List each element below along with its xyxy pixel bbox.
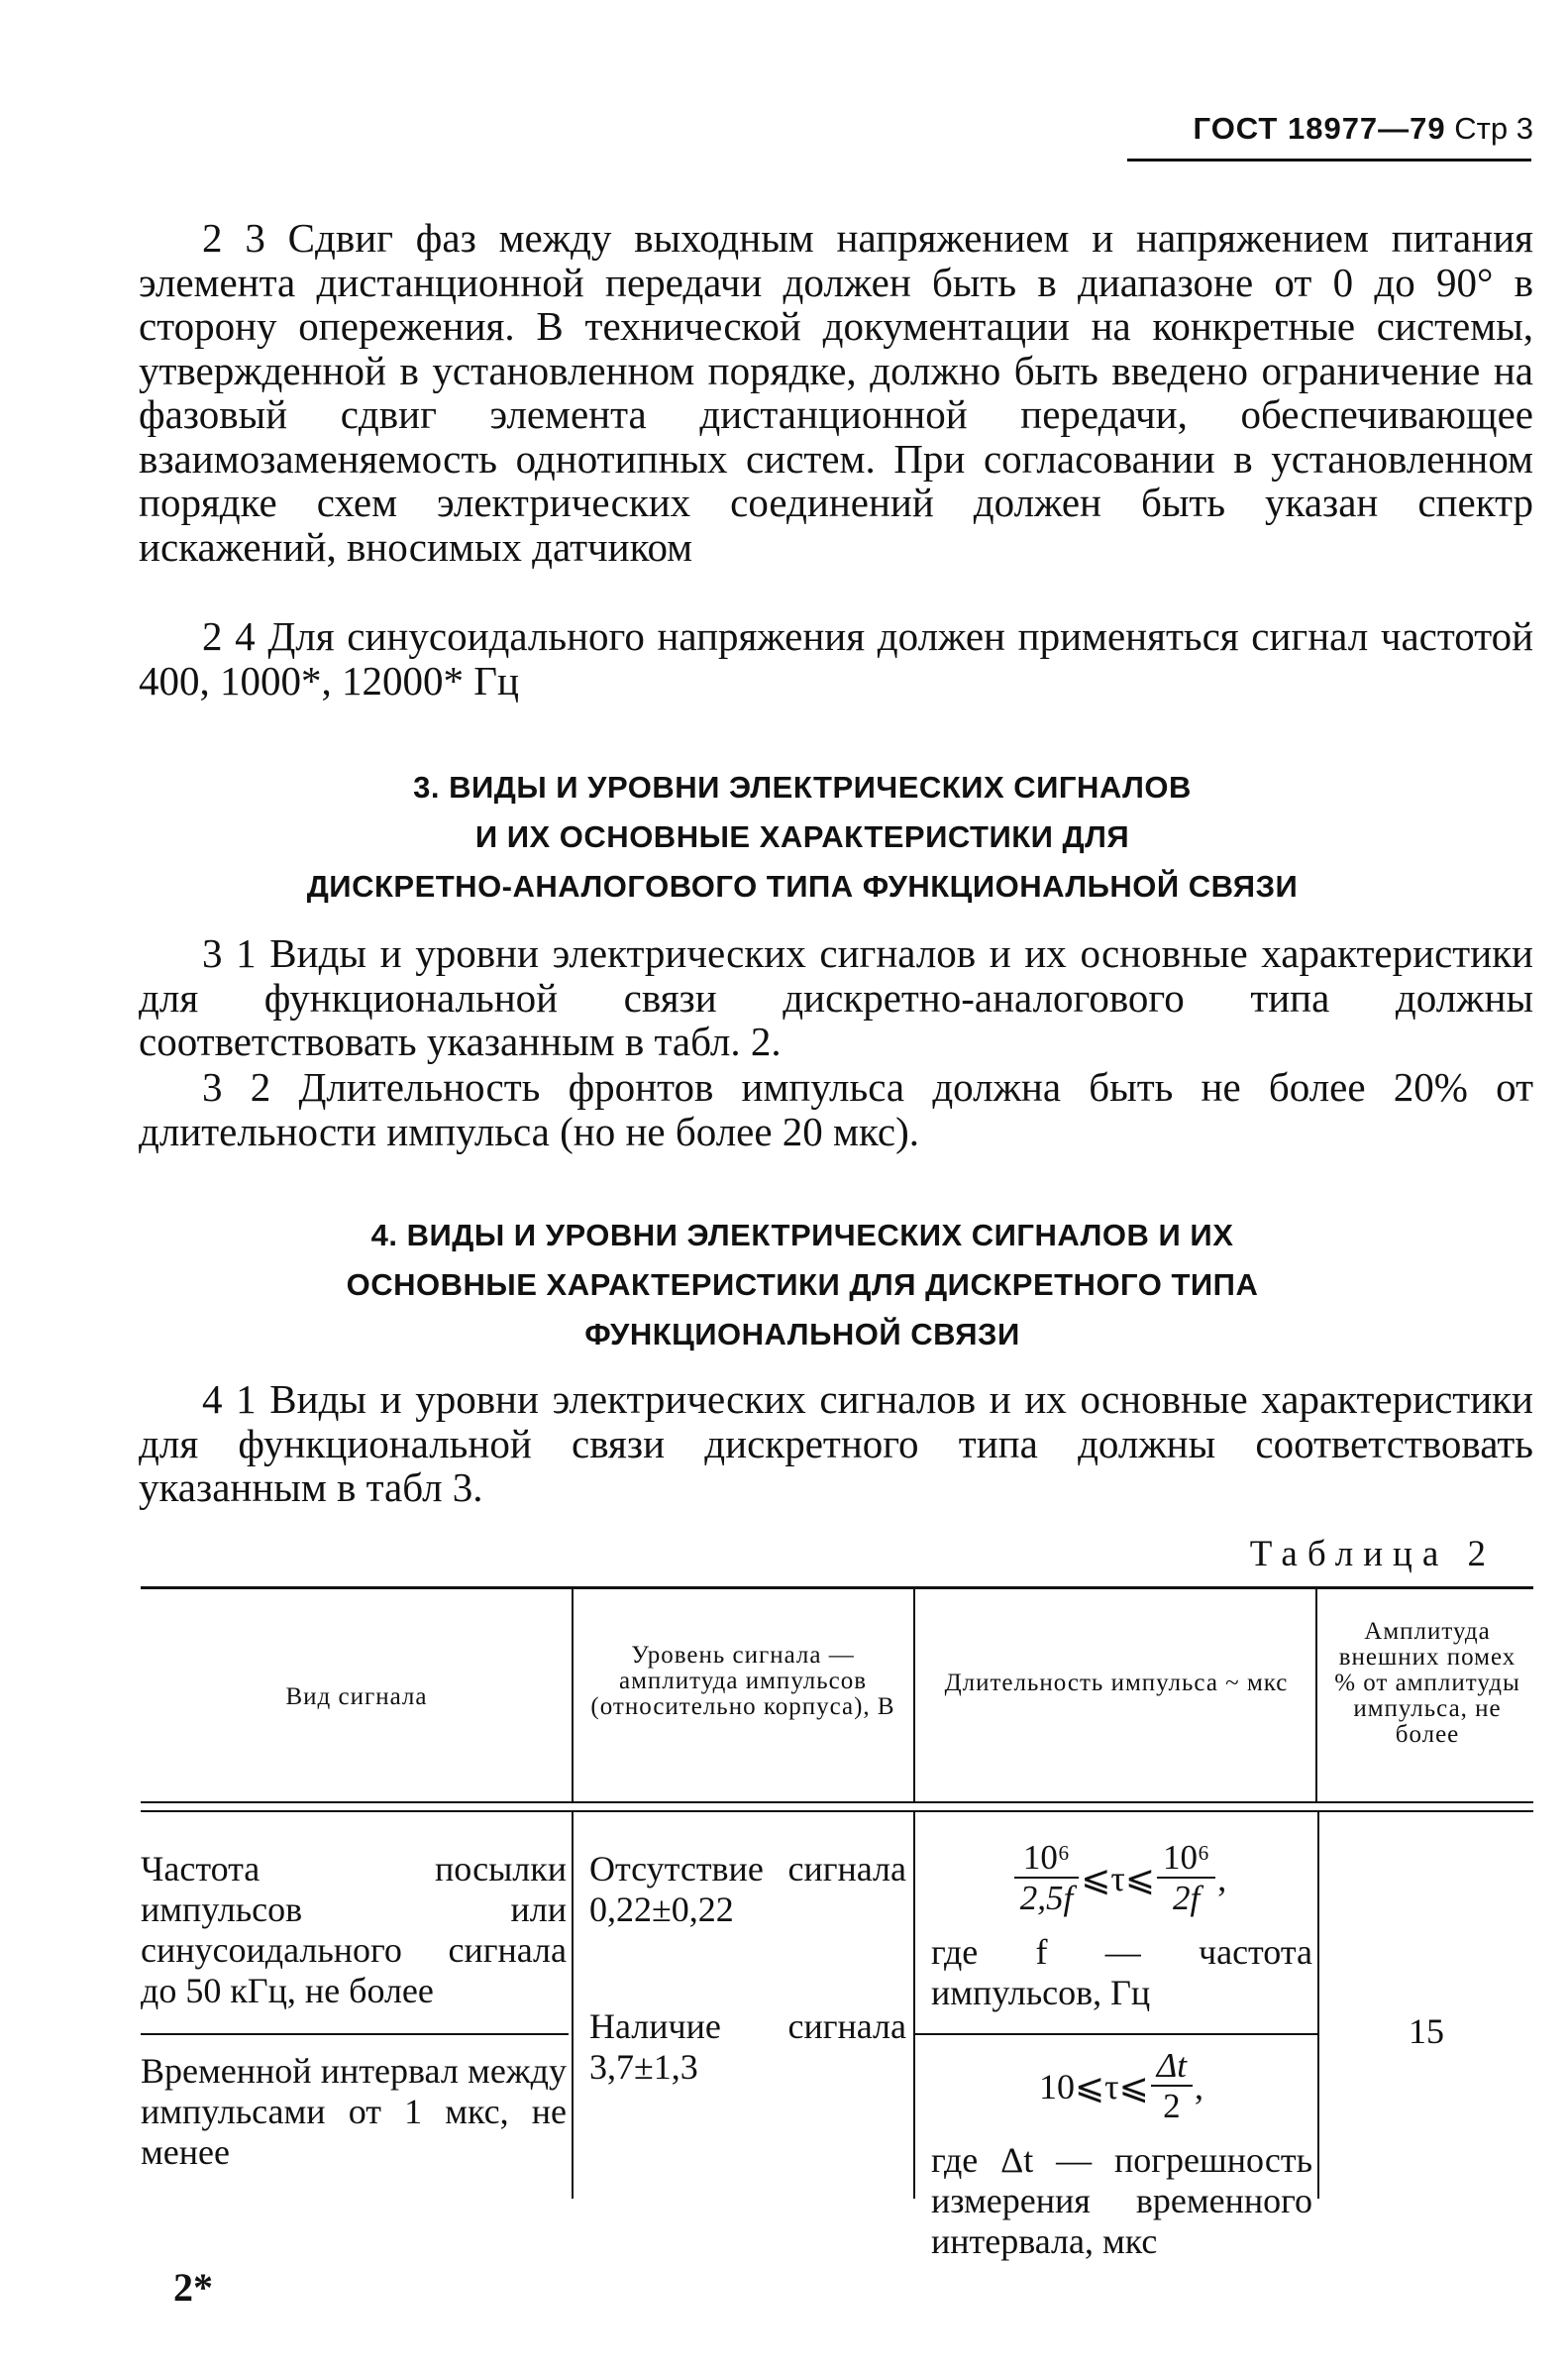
heading-line: И ИХ ОСНОВНЫЕ ХАРАКТЕРИСТИКИ ДЛЯ	[474, 819, 1130, 854]
table-cell-formula-1	[923, 1839, 1319, 1918]
paragraph-text: Виды и уровни электрических сигналов и их основные характеристики для функциональной связи дискретно-аналогового типа должны соответствовать указанным в табл. 2.	[139, 930, 1533, 1064]
table-col-divider	[1315, 1589, 1317, 1801]
fraction-denominator: 2,5f	[1014, 1877, 1079, 1918]
fraction-denominator: 2	[1151, 2085, 1193, 2126]
table-cell-noise-value: 15	[1409, 2011, 1444, 2051]
heading-line: ДИСКРЕТНО-АНАЛОГОВОГО ТИПА ФУНКЦИОНАЛЬНОЙ СВЯЗИ	[306, 869, 1299, 904]
fraction-denominator: 2f	[1157, 1877, 1215, 1918]
fraction	[1157, 1839, 1215, 1918]
table-cell-note-frequency: где f — частота импульсов, Гц	[931, 1932, 1312, 2012]
table-header-signal-type: Вид сигнала	[285, 1683, 428, 1710]
page-number: 3	[1516, 111, 1533, 146]
table-header-rule	[141, 1801, 1533, 1803]
paragraph-text: Сдвиг фаз между выходным напряжением и напряжением питания элемента дистанционной передачи должен быть в диапазоне от 0 до 90° в сторону опережения. В технической документации на конкретные системы, утвержденной в установленном порядке, должно быть введено ограничение на фазовый сдвиг элемента дистанционной передачи, обеспечивающее взаимозаменяемость однотипных систем. При согласовании в установленном порядке схем электрических соединений должен быть указан спектр искажений, вносимых датчиком	[139, 215, 1533, 570]
heading-line: ОСНОВНЫЕ ХАРАКТЕРИСТИКИ ДЛЯ ДИСКРЕТНОГО ТИПА	[346, 1267, 1259, 1302]
fraction-numerator: Δt	[1156, 2046, 1188, 2085]
paragraph-number: 4 1	[202, 1376, 257, 1422]
fraction	[1014, 1839, 1079, 1918]
table-cell-signal-interval: Временной интервал между импульсами от 1 мкс, не менее	[141, 2051, 567, 2172]
section-4-heading	[228, 1211, 1377, 1359]
table-col-divider	[913, 1589, 915, 1801]
paragraph-text: Для синусоидального напряжения должен применяться сигнал частотой 400, 1000*, 12000* Гц	[139, 613, 1534, 703]
paragraph-number: 2 4	[202, 613, 256, 659]
running-header	[1127, 111, 1533, 147]
table-header-pulse-duration: Длительность импульса ~ мкс	[944, 1670, 1289, 1696]
heading-line: 3. ВИДЫ И УРОВНИ ЭЛЕКТРИЧЕСКИХ СИГНАЛОВ	[413, 770, 1192, 805]
paragraph-number: 3 2	[202, 1064, 271, 1110]
paragraph-2-4	[139, 614, 1533, 702]
paragraph-3-1	[139, 931, 1533, 1064]
paragraph-number: 3 1	[202, 930, 257, 976]
table-header-noise-amplitude: Амплитуда внешних помех % от амплитуды импульса, не более	[1334, 1618, 1520, 1748]
table-row-rule-col3	[913, 2033, 1317, 2035]
heading-line: ФУНКЦИОНАЛЬНОЙ СВЯЗИ	[584, 1317, 1020, 1351]
table-caption: Таблица 2	[1249, 1534, 1496, 1574]
table-header-rule-double	[141, 1810, 1533, 1812]
heading-line: 4. ВИДЫ И УРОВНИ ЭЛЕКТРИЧЕСКИХ СИГНАЛОВ И ИХ	[370, 1218, 1234, 1252]
table-top-rule	[141, 1586, 1533, 1589]
table-cell-level-present: Наличие сигнала 3,7±1,3	[589, 2006, 906, 2087]
standard-number: ГОСТ 18977—79	[1193, 111, 1446, 146]
table-cell-formula-2	[923, 2047, 1319, 2126]
paragraph-text: Длительность фронтов импульса должна быть не более 20% от длительности импульса (но не более 20 мкс).	[139, 1064, 1534, 1154]
formula-left: 10⩽τ⩽	[1038, 2066, 1149, 2106]
header-rule	[1127, 159, 1531, 162]
table-col-divider	[913, 1812, 915, 2199]
formula-operator: ⩽τ⩽	[1081, 1858, 1156, 1898]
formula-tail: ,	[1217, 1858, 1227, 1898]
paragraph-text: Виды и уровни электрических сигналов и их основные характеристики для функциональной связи дискретного типа должны соответствовать указанным в табл 3.	[139, 1376, 1533, 1510]
formula-2	[1037, 2046, 1205, 2125]
paragraph-2-3	[139, 216, 1533, 569]
paragraph-4-1	[139, 1377, 1533, 1510]
table-col-divider	[572, 1589, 574, 1801]
fraction-numerator: 10⁶	[1163, 1838, 1210, 1877]
table-row-rule-col1	[141, 2033, 569, 2035]
signature-mark: 2*	[173, 2265, 213, 2310]
table-header-signal-level: Уровень сигнала — амплитуда импульсов (относительно корпуса), В	[590, 1642, 895, 1720]
table-cell-note-interval: где Δt — погрешность измерения временного интервала, мкс	[931, 2140, 1312, 2261]
page-label: Стр	[1454, 111, 1509, 146]
fraction-numerator: 10⁶	[1022, 1838, 1071, 1877]
table-col-divider	[572, 1812, 574, 2199]
table-cell-signal-frequency: Частота посылки импульсов или синусоидального сигнала до 50 кГц, не более	[141, 1849, 567, 2010]
paragraph-number: 2 3	[202, 215, 265, 261]
formula-1	[1014, 1838, 1228, 1917]
paragraph-3-2	[139, 1065, 1533, 1153]
table-cell-level-absent: Отсутствие сигнала 0,22±0,22	[589, 1849, 906, 1929]
section-3-heading	[228, 763, 1377, 912]
formula-tail: ,	[1195, 2066, 1204, 2106]
fraction	[1151, 2047, 1193, 2126]
